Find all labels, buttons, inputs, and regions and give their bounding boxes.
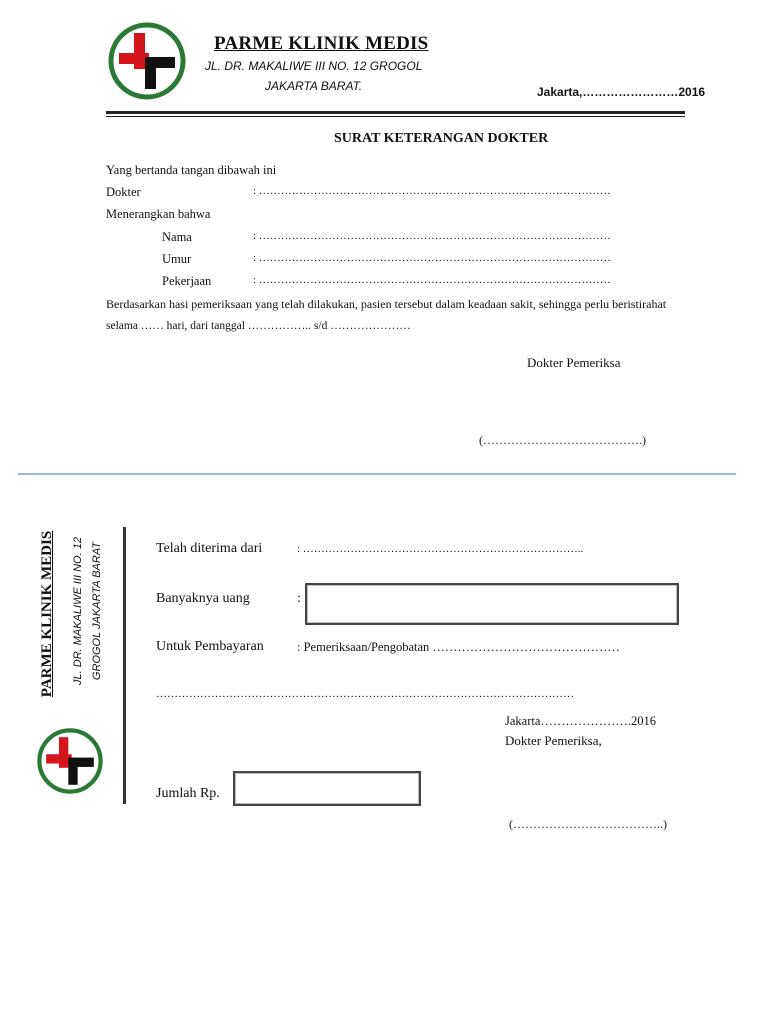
header-rule-thick	[106, 111, 685, 114]
certificate-title: SURAT KETERANGAN DOKTER	[334, 131, 549, 146]
receipt-side-address-line1: JL. DR. MAKALIWE III NO. 12	[72, 537, 84, 685]
clinic-address-line1: JL. DR. MAKALIWE III NO. 12 GROGOL	[205, 59, 423, 73]
logo-cross-red-horizontal	[46, 754, 71, 763]
received-from-field[interactable]: : …………………………………………………………………..	[297, 543, 584, 555]
receipt-stub-divider	[123, 527, 126, 804]
logo-cross-black-horizontal	[68, 758, 94, 767]
receipt-signature-line[interactable]: (………………………………..)	[509, 817, 667, 831]
receipt-signer-label: Dokter Pemeriksa,	[505, 733, 602, 748]
receipt-side-clinic-name: PARME KLINIK MEDIS	[39, 530, 55, 698]
amount-colon: :	[297, 591, 301, 606]
received-from-label: Telah diterima dari	[156, 541, 263, 556]
total-amount-box[interactable]	[233, 771, 421, 806]
clinic-logo-top	[107, 21, 187, 101]
states-label: Menerangkan bahwa	[106, 207, 211, 221]
receipt-city-date[interactable]: Jakarta………………….2016	[505, 714, 657, 728]
payment-field[interactable]: : Pemeriksaan/Pengobatan ………………………………………	[297, 640, 620, 654]
payment-extra-line[interactable]: ……………………………………………………………………………………………………	[156, 688, 574, 700]
clinic-logo-bottom	[36, 727, 104, 795]
amount-label: Banyaknya uang	[156, 591, 250, 606]
clinic-name: PARME KLINIK MEDIS	[214, 33, 429, 54]
receipt-side-address-line2: GROGOL JAKARTA BARAT	[91, 541, 103, 681]
letter-city-date: Jakarta,……………………2016	[537, 85, 706, 99]
amount-in-words-box[interactable]	[305, 583, 679, 625]
clinic-address-line2: JAKARTA BARAT.	[265, 79, 363, 93]
occupation-label: Pekerjaan	[162, 274, 212, 288]
doctor-label: Dokter	[106, 185, 141, 199]
occupation-field[interactable]: : ……………………………………………………………………………………	[253, 274, 611, 286]
doctor-field[interactable]: : ……………………………………………………………………………………	[253, 185, 611, 197]
logo-cross-red-horizontal	[119, 53, 149, 64]
section-separator	[18, 473, 736, 475]
name-label: Nama	[162, 230, 192, 244]
age-field[interactable]: : ……………………………………………………………………………………	[253, 252, 611, 264]
name-field[interactable]: : ……………………………………………………………………………………	[253, 230, 611, 242]
statement-line2[interactable]: selama …… hari, dari tanggal …………….. s/d …………………	[106, 320, 411, 332]
signer-label: Dokter Pemeriksa	[527, 355, 621, 370]
payment-label: Untuk Pembayaran	[156, 639, 264, 654]
certificate-intro: Yang bertanda tangan dibawah ini	[106, 163, 277, 177]
total-label: Jumlah Rp.	[156, 786, 220, 801]
age-label: Umur	[162, 252, 192, 266]
statement-line1: Berdasarkan hasi pemeriksaan yang telah dilakukan, pasien tersebut dalam keadaan sakit, sehingga perlu beristirahat	[106, 297, 667, 311]
logo-cross-black-horizontal	[145, 57, 175, 68]
signature-line[interactable]: (………………………………….)	[479, 433, 646, 447]
header-rule-thin	[106, 116, 685, 117]
